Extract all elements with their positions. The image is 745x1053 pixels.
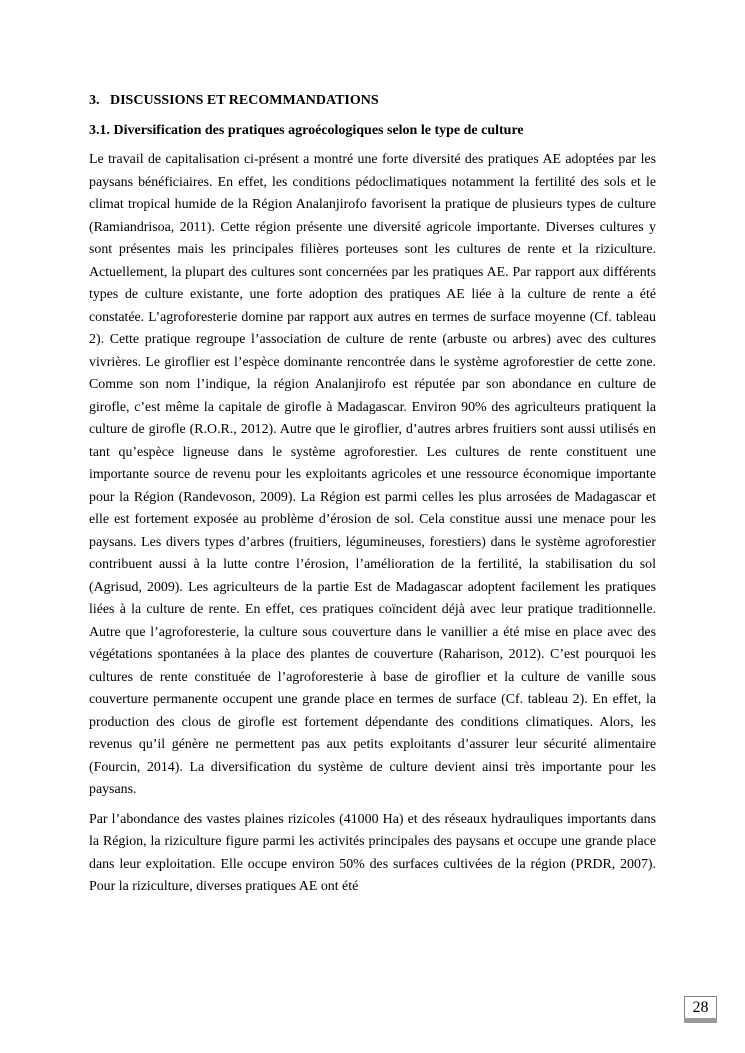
paragraph-2: Par l’abondance des vastes plaines rizicoles (41000 Ha) et des réseaux hydrauliques importants dans la Région, la riziculture figure parmi les activités principales des paysans et occupe une grande place dans leur exploitation. Elle occupe environ 50% des surfaces cultivées de la région (PRDR, 2007). Pour la riziculture, diverses pratiques AE ont été [89, 811, 656, 894]
section-number: 3. [89, 93, 100, 108]
subsection-heading: 3.1. Diversification des pratiques agroécologiques selon le type de culture [89, 123, 524, 138]
page-number: 28 [684, 996, 717, 1020]
page-number-underline [684, 1018, 717, 1023]
section-heading [89, 91, 656, 111]
section-title: DISCUSSIONS ET RECOMMANDATIONS [110, 93, 379, 108]
page-content [89, 91, 656, 906]
paragraph-1: Le travail de capitalisation ci-présent a montré une forte diversité des pratiques AE adoptées par les paysans bénéficiaires. En effet, les conditions pédoclimatiques notamment la fertilité des sols et le climat tropical humide de la Région Analanjirofo favorisent la pratique de plusieurs types de culture (Ramiandrisoa, 2011). Cette région présente une diversité agricole importante. Diverses cultures y sont présentes mais les principales filières porteuses sont les cultures de rente et la riziculture. Actuellement, la plupart des cultures sont concernées par les pratiques AE. Par rapport aux différents types de culture existante, une forte adoption des pratiques AE liée à la culture de rente a été constatée. L’agroforesterie domine par rapport aux autres en termes de surface moyenne (Cf. tableau 2). Cette pratique regroupe l’association de culture de rente (arbuste ou arbres) avec des cultures vivrières. Le giroflier est l’espèce dominante rencontrée dans le système agroforestier de cette zone. Comme son nom l’indique, la région Analanjirofo est réputée par son abondance en culture de girofle, c’est même la capitale de girofle à Madagascar. Environ 90% des agriculteurs pratiquent la culture de girofle (R.O.R., 2012). Autre que le giroflier, d’autres arbres fruitiers sont aussi utilisés en tant qu’espèce ligneuse dans le système agroforestier. Les cultures de rente constituent une importante source de revenu pour les exploitants agricoles et une ressource économique importante pour la Région (Randevoson, 2009). La Région est parmi celles les plus arrosées de Madagascar et elle est fortement exposée au problème d’érosion de sol. Cela constitue aussi une menace pour les paysans. Les divers types d’arbres (fruitiers, légumineuses, forestiers) dans le système agroforestier contribuent aussi à la lutte contre l’érosion, l’amélioration de la fertilité, la stabilisation du sol (Agrisud, 2009). Les agriculteurs de la partie Est de Madagascar adoptent facilement les pratiques liées à la culture de rente. En effet, ces pratiques coïncident déjà avec leur pratique traditionnelle. Autre que l’agroforesterie, la culture sous couverture dans le vanillier a été mise en place avec des végétations spontanées à la place des plantes de couverture (Raharison, 2012). C’est pourquoi les cultures de rente constituée de l’agroforesterie à base de giroflier et la culture de vanille sous couverture permanente occupent une grande place en termes de surface (Cf. tableau 2). En effet, la production des clous de girofle est fortement dépendante des conditions climatiques. Alors, les revenus qu’il génère ne permettent pas aux petits exploitants d’assurer leur sécurité alimentaire (Fourcin, 2014). La diversification du système de culture devient ainsi très importante pour les paysans. [89, 152, 656, 797]
